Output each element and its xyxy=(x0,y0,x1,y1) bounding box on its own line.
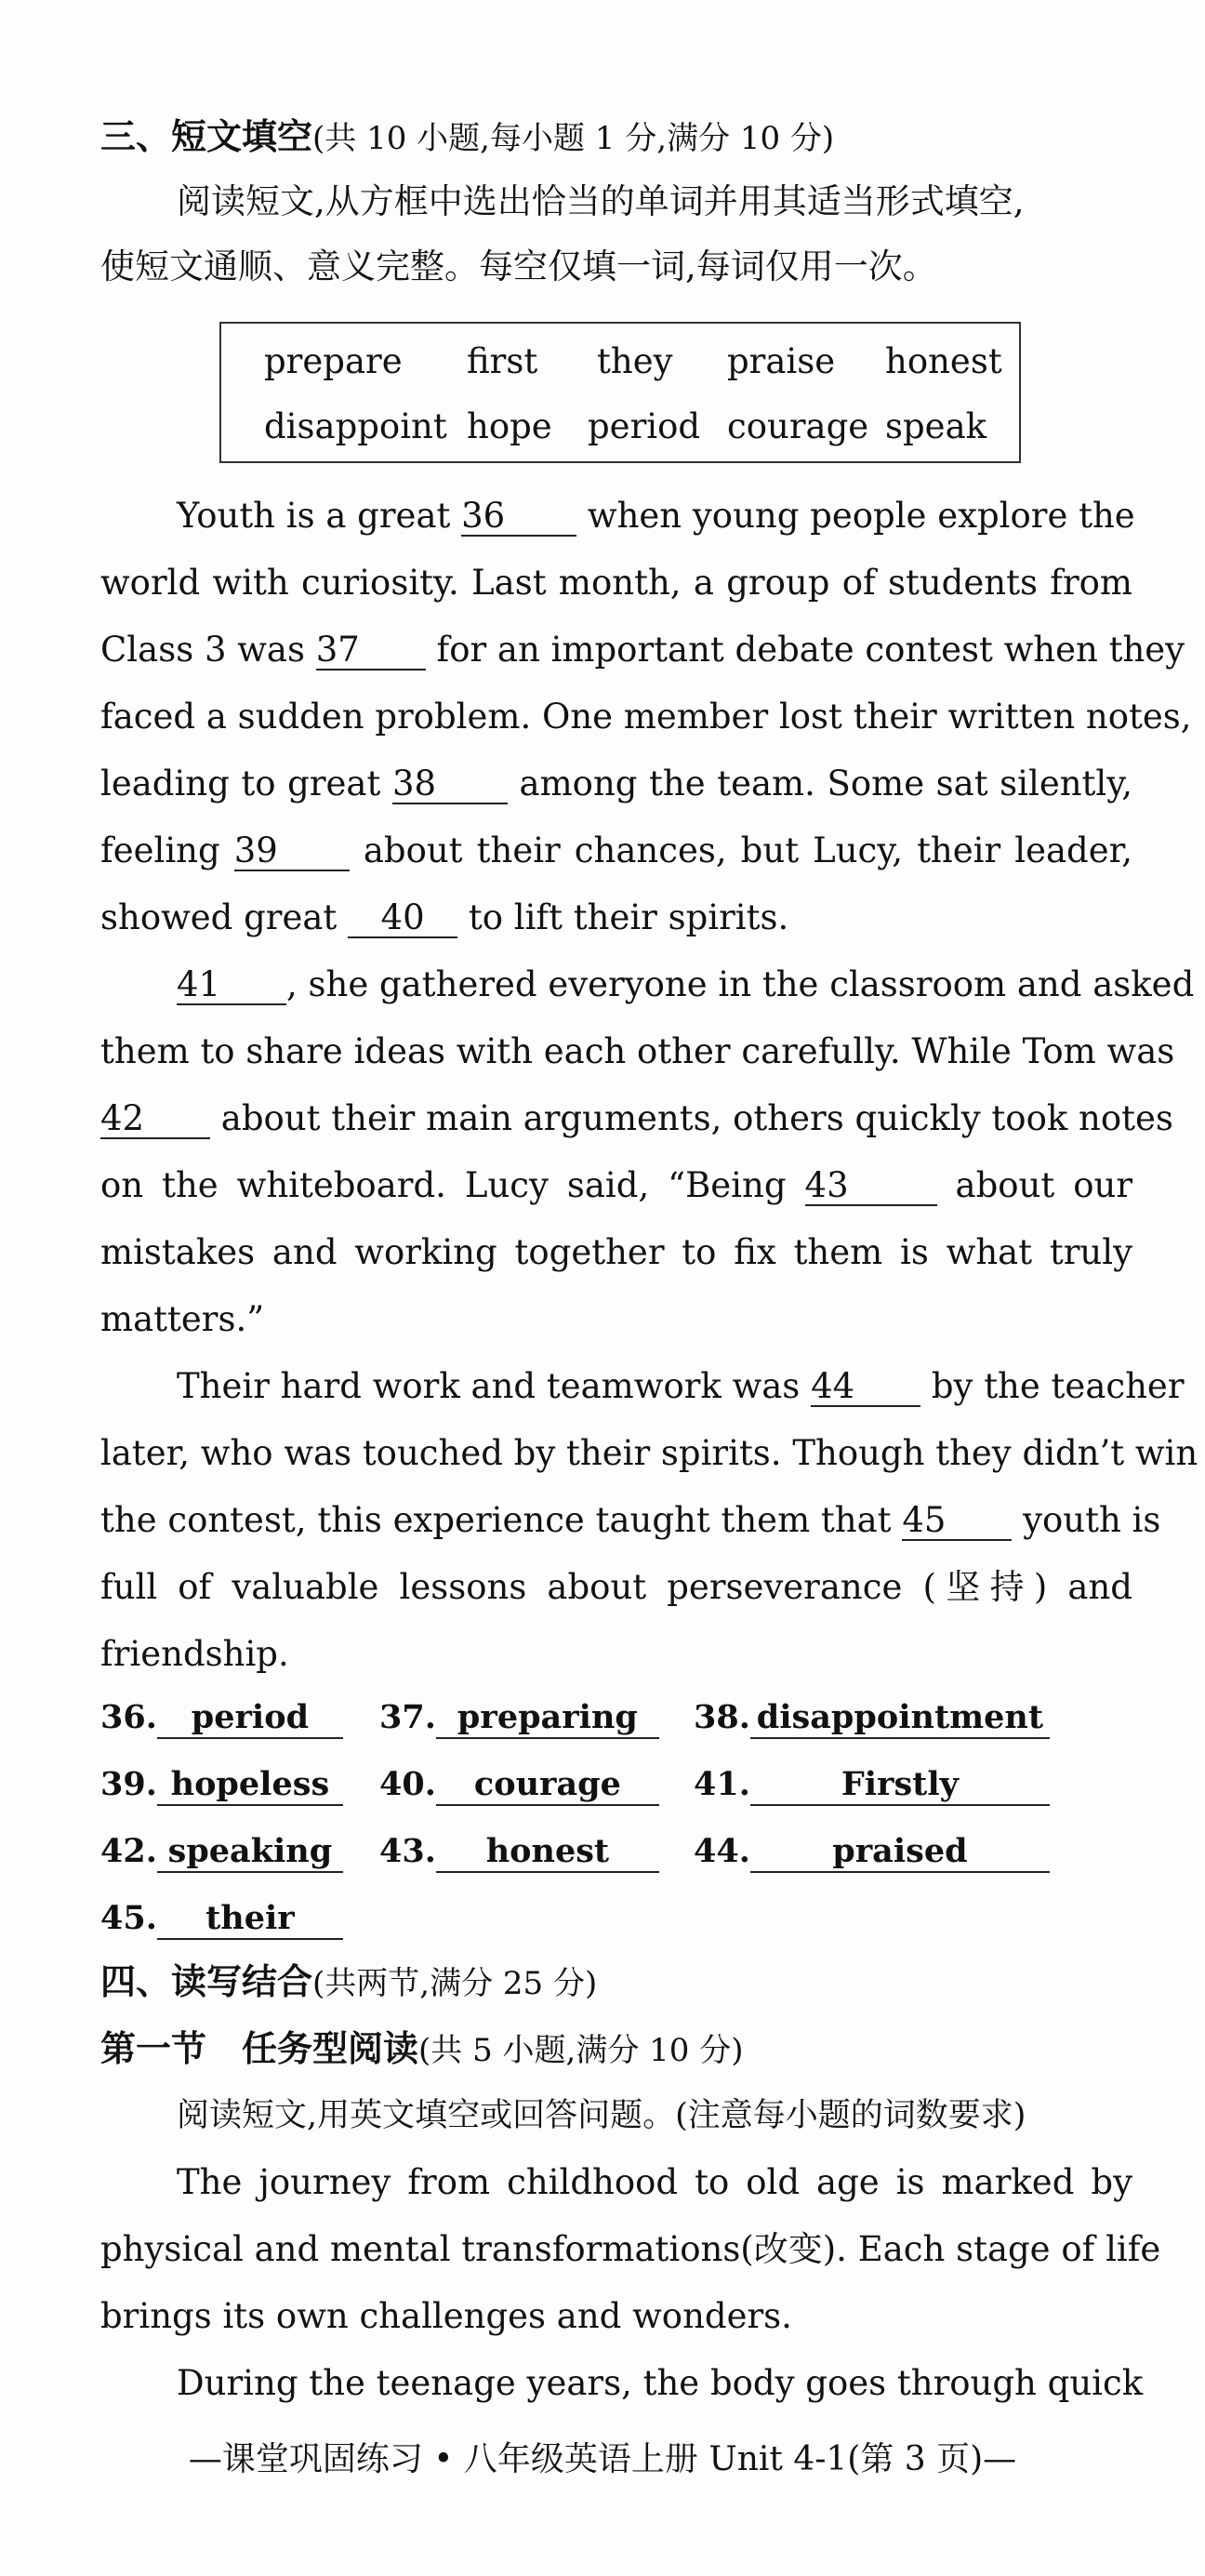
page-footer: —课堂巩固练习 • 八年级英语上册 Unit 4-1(第 3 页)— xyxy=(188,2440,1017,2478)
blank-43: 43 xyxy=(805,1167,937,1206)
blank-41: 41 xyxy=(177,966,286,1005)
answer-37: 37. preparing xyxy=(379,1694,659,1741)
blank-44: 44 xyxy=(811,1368,920,1407)
word-box xyxy=(219,322,1021,463)
passage-line: world with curiosity. Last month, a group of students from xyxy=(100,563,1132,603)
blank-39: 39 xyxy=(234,832,350,871)
word-box-word: they xyxy=(597,341,673,381)
passage-line: 41 , she gathered everyone in the classroom and asked xyxy=(177,964,1195,1004)
passage-line: faced a sudden problem. One member lost their written notes, xyxy=(100,697,1192,737)
passage-line: mistakes and working together to fix them is what truly xyxy=(100,1232,1132,1272)
passage-line: later, who was touched by their spirits. Though they didn’t win xyxy=(100,1433,1198,1473)
word-box-word: honest xyxy=(885,341,1002,381)
answer-45: 45. their xyxy=(100,1895,343,1942)
passage-line: Youth is a great 36 when young people explore the xyxy=(177,496,1135,536)
reading-line: physical and mental transformations(改变). Each stage of life xyxy=(100,2229,1161,2269)
section3-instruction-2: 使短文通顺、意义完整。每空仅填一词,每词仅用一次。 xyxy=(100,246,937,286)
answer-38: 38. disappointment xyxy=(694,1694,1050,1741)
passage-line: friendship. xyxy=(100,1634,289,1674)
answer-44: 44. praised xyxy=(694,1828,1050,1875)
word-box-word: hope xyxy=(467,406,552,446)
word-box-word: disappoint xyxy=(264,406,447,446)
answer-41: 41. Firstly xyxy=(694,1761,1050,1808)
passage-line: on the whiteboard. Lucy said, “Being 43 about our xyxy=(100,1165,1133,1205)
passage-line: showed great 40 to lift their spirits. xyxy=(100,897,789,937)
passage-line: the contest, this experience taught them that 45 youth is xyxy=(100,1500,1161,1540)
word-box-word: period xyxy=(588,406,701,446)
section4-heading: 四、读写结合(共两节,满分 25 分) xyxy=(100,1960,598,2002)
answer-39: 39. hopeless xyxy=(100,1761,343,1808)
word-box-word: courage xyxy=(727,406,869,446)
passage-line: Their hard work and teamwork was 44 by the teacher xyxy=(177,1366,1185,1406)
word-box-word: first xyxy=(467,341,538,381)
section3-instruction-1: 阅读短文,从方框中选出恰当的单词并用其适当形式填空, xyxy=(177,181,1025,221)
word-box-word: praise xyxy=(727,341,836,381)
blank-42: 42 xyxy=(100,1100,210,1139)
passage-line: leading to great 38 among the team. Some sat silently, xyxy=(100,764,1133,803)
section4-part1-heading: 第一节 任务型阅读(共 5 小题,满分 10 分) xyxy=(100,2027,744,2069)
reading-line: brings its own challenges and wonders. xyxy=(100,2296,792,2336)
passage-line: 42 about their main arguments, others quickly took notes xyxy=(100,1098,1173,1138)
passage-line: matters.” xyxy=(100,1299,265,1339)
section3-heading: 三、短文填空(共 10 小题,每小题 1 分,满分 10 分) xyxy=(100,115,835,157)
passage-line: Class 3 was 37 for an important debate contest when they xyxy=(100,630,1185,670)
blank-45: 45 xyxy=(902,1502,1012,1541)
reading-line: The journey from childhood to old age is marked by xyxy=(177,2162,1132,2202)
answer-42: 42. speaking xyxy=(100,1828,343,1875)
blank-37: 37 xyxy=(316,631,426,671)
answer-43: 43. honest xyxy=(379,1828,659,1875)
blank-38: 38 xyxy=(392,765,508,804)
reading-line: During the teenage years, the body goes through quick xyxy=(177,2363,1144,2403)
blank-36: 36 xyxy=(461,498,576,537)
passage-line: full of valuable lessons about perseverance (坚持) and xyxy=(100,1567,1132,1607)
passage-line: them to share ideas with each other carefully. While Tom was xyxy=(100,1031,1175,1071)
passage-line: feeling 39 about their chances, but Lucy, their leader, xyxy=(100,830,1133,870)
word-box-word: speak xyxy=(885,406,987,446)
section4-instruction: 阅读短文,用英文填空或回答问题。(注意每小题的词数要求) xyxy=(177,2097,1026,2134)
blank-40: 40 xyxy=(348,899,457,938)
answer-40: 40. courage xyxy=(379,1761,659,1808)
word-box-word: prepare xyxy=(264,341,403,381)
answer-36: 36. period xyxy=(100,1694,343,1741)
